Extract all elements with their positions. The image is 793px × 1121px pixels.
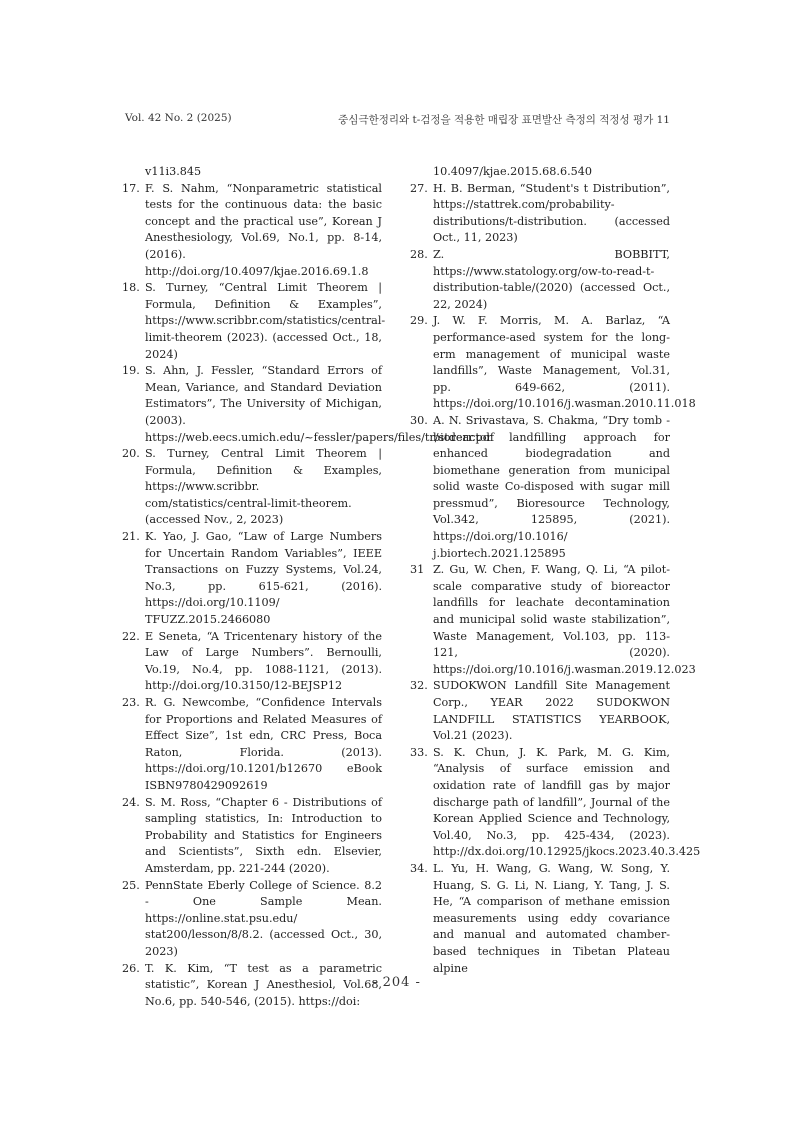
reference-text: J. W. F. Morris, M. A. Barlaz, “A performance-ased system for the long-erm management of municipal waste landfills”, Waste Management, Vol.31, pp. 649-662, (2011). https://doi.org/10.1016/j.wasman.2010.11.018 bbox=[433, 314, 696, 411]
reference-text: SUDOKWON Landfill Site Management Corp., YEAR 2022 SUDOKWON LANDFILL STATISTICS YEARBOOK, Vol.21 (2023). bbox=[433, 679, 670, 743]
reference-item bbox=[410, 562, 696, 678]
reference-text: F. S. Nahm, “Nonparametric statistical tests for the continuous data: the basic concept and the practical use”, Korean J Anesthesiology, Vol.69, No.1, pp. 8-14, (2016). http://doi.org/10.4097/kjae.2016.69.1.8 bbox=[145, 181, 382, 278]
reference-item bbox=[122, 446, 382, 529]
reference-item bbox=[122, 629, 382, 695]
reference-number: 28. bbox=[410, 247, 428, 261]
reference-item bbox=[410, 861, 670, 977]
reference-text: A. N. Srivastava, S. Chakma, “Dry tomb - bioreactor landfilling approach for enhanced biodegradation and biomethane generation from municipal solid waste Co-disposed with sugar mill pressmud”, Bioresource Technology, Vol.342, 125895, (2021). https://doi.org/10.1016/ j.biortech.2021.125895 bbox=[433, 413, 670, 560]
reference-text: PennState Eberly College of Science. 8.2 - One Sample Mean. https://online.stat.psu.edu/ stat200/lesson/8/8.2. (accessed Oct., 30, 2023) bbox=[145, 878, 382, 958]
reference-number: 17. bbox=[122, 181, 140, 195]
reference-number: 33. bbox=[410, 745, 428, 759]
reference-item bbox=[122, 878, 382, 961]
reference-number: 18. bbox=[122, 281, 140, 295]
reference-number: 21. bbox=[122, 530, 140, 544]
reference-number: 24. bbox=[122, 795, 140, 809]
reference-text: Z. BOBBITT, https://www.statology.org/ow-to-read-t-distribution-table/(2020) (accessed Oct., 22, 2024) bbox=[433, 247, 670, 311]
reference-item bbox=[410, 745, 701, 861]
reference-text: S. Turney, “Central Limit Theorem | Formula, Definition & Examples”, https://www.scribbr.com/statistics/central-limit-theorem (2023). (accessed Oct., 18, 2024) bbox=[145, 281, 386, 361]
reference-text: S. Turney, Central Limit Theorem | Formula, Definition & Examples, https://www.scribbr. com/statistics/central-limit-theorem. (accessed Nov., 2, 2023) bbox=[145, 447, 382, 527]
reference-item bbox=[410, 247, 670, 313]
reference-number: 22. bbox=[122, 629, 140, 643]
running-title: 중심극한정리와 t-검정을 적용한 매립장 표면발산 측정의 적정성 평가 11 bbox=[338, 114, 670, 126]
reference-item bbox=[410, 413, 670, 562]
page-number: - 204 - bbox=[372, 975, 421, 990]
reference-number: 30. bbox=[410, 413, 428, 427]
reference-text: S. M. Ross, “Chapter 6 - Distributions of sampling statistics, In: Introduction to Probability and Statistics for Engineers and Scientists”, Sixth edn. Elsevier, Amsterdam, pp. 221-244 (2020). bbox=[145, 795, 382, 875]
reference-text: T. K. Kim, “T test as a parametric statistic”, Korean J Anesthesiol, Vol.68, No.6, pp. 540-546, (2015). https://doi: bbox=[145, 961, 382, 1008]
reference-text: Z. Gu, W. Chen, F. Wang, Q. Li, “A pilot-scale comparative study of bioreactor landfills for leachate decontamination and municipal solid waste stabilization”, Waste Management, Vol.103, pp. 113-121, (2020). https://doi.org/10.1016/j.wasman.2019.12.023 bbox=[433, 563, 696, 676]
reference-text: S. K. Chun, J. K. Park, M. G. Kim, “Analysis of surface emission and oxidation rate of landfill gas by major discharge path of landfill”, Journal of the Korean Applied Science and Technology, Vol.40, No.3, pp. 425-434, (2023). http://dx.doi.org/10.12925/jkocs.2023.40.3.425 bbox=[433, 745, 701, 859]
reference-number: 34. bbox=[410, 861, 428, 875]
right-column bbox=[410, 164, 701, 977]
reference-number: 25. bbox=[122, 878, 140, 892]
reference-item bbox=[122, 695, 382, 795]
reference-text: H. B. Berman, “Student's t Distribution”, https://stattrek.com/probability-distributions/t-distribution. (accessed Oct., 11, 2023) bbox=[433, 181, 670, 245]
reference-number: 20. bbox=[122, 447, 140, 461]
reference-number: 32. bbox=[410, 679, 428, 693]
reference-item bbox=[122, 181, 382, 281]
reference-item bbox=[410, 181, 670, 247]
reference-text: L. Yu, H. Wang, G. Wang, W. Song, Y. Huang, S. G. Li, N. Liang, Y. Tang, J. S. He, “A comparison of methane emission measurements using eddy covariance and manual and automated chamber-based techniques in Tibetan Plateau alpine bbox=[433, 861, 670, 975]
reference-text: K. Yao, J. Gao, “Law of Large Numbers for Uncertain Random Variables”, IEEE Transactions on Fuzzy Systems, Vol.24, No.3, pp. 615-621, (2016). https://doi.org/10.1109/ TFUZZ.2015.2466080 bbox=[145, 530, 382, 627]
reference-number: 31 bbox=[410, 563, 425, 577]
reference-item bbox=[122, 529, 382, 629]
reference-number: 29. bbox=[410, 314, 428, 328]
reference-continuation: 10.4097/kjae.2015.68.6.540 bbox=[433, 165, 592, 178]
reference-text: E Seneta, “A Tricentenary history of the Law of Large Numbers”. Bernoulli, Vo.19, No.4, pp. 1088-1121, (2013). http://doi.org/10.3150/12-BEJSP12 bbox=[145, 629, 382, 693]
reference-text: S. Ahn, J. Fessler, “Standard Errors of Mean, Variance, and Standard Deviation Estimators”, The University of Michigan, (2003). https://web.eecs.umich.edu/~fessler/papers/files/tr/stderr.pdf bbox=[145, 364, 494, 444]
reference-number: 23. bbox=[122, 696, 140, 709]
reference-item bbox=[410, 678, 670, 744]
running-header bbox=[125, 112, 670, 128]
reference-continuation: v11i3.845 bbox=[145, 165, 202, 178]
volume-info: Vol. 42 No. 2 (2025) bbox=[125, 112, 232, 124]
reference-item bbox=[122, 280, 386, 363]
reference-number: 19. bbox=[122, 364, 140, 378]
reference-text: R. G. Newcombe, “Confidence Intervals for Proportions and Related Measures of Effect Size”, 1st edn, CRC Press, Boca Raton, Florida. (2013). https://doi.org/10.1201/b12670 eBook ISBN9780429092619 bbox=[145, 696, 382, 792]
reference-number: 26. bbox=[122, 961, 140, 975]
reference-item bbox=[410, 313, 696, 413]
reference-item bbox=[122, 795, 382, 878]
reference-number: 27. bbox=[410, 181, 428, 195]
